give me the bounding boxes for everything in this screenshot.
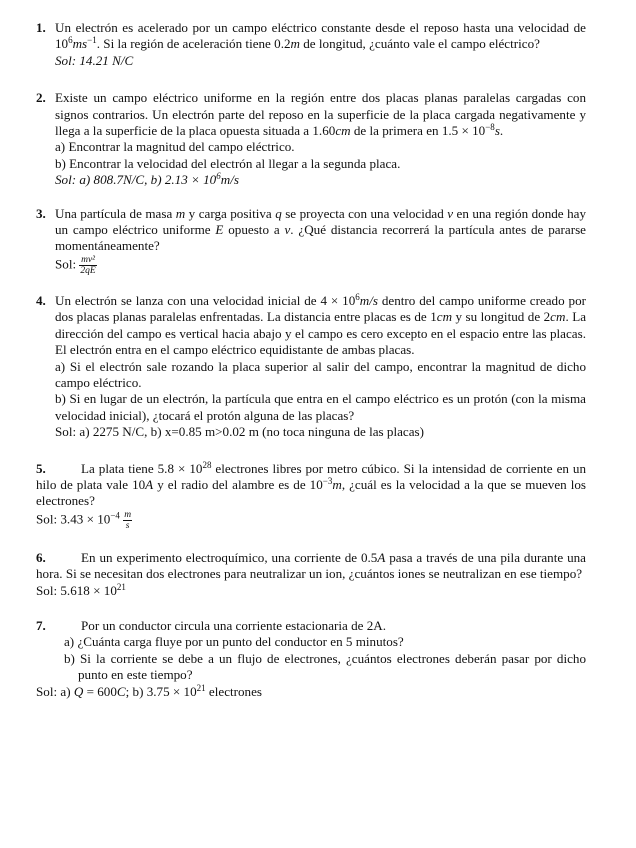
problem-solution: Sol: $5.618 \times 10^{21}$ [36,581,126,598]
problem-1 [36,20,586,69]
problem-statement: Existe un campo eléctrico uniforme en la región entre dos placas planas paralelas cargadas con signos contrarios. Un electrón parte del reposo en la superficie de la placa cargada negativamente y llega a la superficie de la placa opuesta situada a 1.60cm de la primera en $1.5 \times 10^{-8}s$. [55,90,586,139]
solution-unit-fraction: $\frac{m}{s}$ [124,509,132,531]
solution-fraction: $\frac{\text{mv²}}{2qE}$ [80,254,96,276]
problem-2 [36,90,586,188]
problem-number: 5. [36,460,46,476]
problem-statement: 7. Por un conductor circula una corriente estacionaria de 2A. [36,617,387,633]
problem-number: 3. [36,205,46,221]
sub-question-a: a) Si el electrón sale rozando la placa superior al salir del campo, encontrar la magnitud de dicho campo eléctrico. [55,358,586,390]
problem-solution: Sol: $3.43 \times 10^{-4}$ $\frac{m}{s}$ [36,509,132,531]
problem-solution: Sol: a) 2275 N/C, b) x=0.85 m>0.02 m (no toca ninguna de las placas) [55,424,424,440]
problem-6 [36,550,586,599]
problem-statement: Un electrón es acelerado por un campo eléctrico constante desde el reposo hasta una velocidad de $10^6ms^{-1}$. Si la región de aceleración tiene 0.2m de longitud, ¿cuánto vale el campo eléctrico? [55,20,586,52]
problem-number: 1. [36,20,46,35]
sub-question-b: b) Si en lugar de un electrón, la partícula que entra en el campo eléctrico es un protón (con la misma velocidad inicial), ¿tocará el protón alguna de las placas? [55,391,586,423]
problem-solution: Sol: a) 808.7N/C, b) $2.13 \times 10^6m/s$ [55,171,239,188]
sub-question-a: a) Encontrar la magnitud del campo eléctrico. [55,139,295,155]
problem-number: 6. [36,549,46,565]
sub-question-b: b) Si la corriente se debe a un flujo de electrones, ¿cuántos electrones deberán pasar por dicho punto en este tiempo? [64,650,586,683]
problem-solution: Sol: $\frac{\text{mv²}}{2qE}$ [55,254,96,276]
problem-solution: Sol: 14.21 N/C [55,52,134,68]
problem-statement: 6. En un experimento electroquímico, una corriente de 0.5A pasa a través de una pila durante una hora. Si se necesitan dos electrones para neutralizar un ion, ¿cuántos iones se neutralizan en ese tiempo? [36,549,586,582]
problem-number: 7. [36,617,46,633]
problem-7 [36,618,586,700]
problem-number: 2. [36,90,46,106]
sub-questions [36,634,586,683]
problem-4 [36,293,586,441]
problem-5 [36,461,586,531]
sub-question-a: a) ¿Cuánta carga fluye por un punto del conductor en 5 minutos? [64,634,404,650]
problem-number: 4. [36,292,46,308]
problem-statement: Una partícula de masa m y carga positiva q se proyecta con una velocidad v en una región donde hay un campo eléctrico uniforme E opuesto a v. ¿Qué distancia recorrerá la partícula antes de pararse momentáneamente? [55,205,586,254]
problem-statement: Un electrón se lanza con una velocidad inicial de $4 \times 10^6m/s$ dentro del campo uniforme creado por dos placas planas paralelas enfrentadas. La distancia entre placas es de 1cm y su longitud de 2cm. La dirección del campo es vertical hacia abajo y el campo es cero excepto en el espacio entre las placas. El electrón entra en el campo eléctrico equidistante de ambas placas. [55,291,587,358]
sub-question-b: b) Encontrar la velocidad del electrón al llegar a la segunda placa. [55,155,401,171]
problem-solution: Sol: a) Q = 600C; b) $3.75 \times 10^{21}$ electrones [36,682,263,699]
problem-3 [36,206,586,276]
problem-statement: 5. La plata tiene $5.8 \times 10^{28}$ electrones libres por metro cúbico. Si la intensidad de corriente en un hilo de plata vale 10A y el radio del alambre es de $10^{-3}m$, ¿cuál es la velocidad a la que se mueven los electrones? [36,459,587,509]
